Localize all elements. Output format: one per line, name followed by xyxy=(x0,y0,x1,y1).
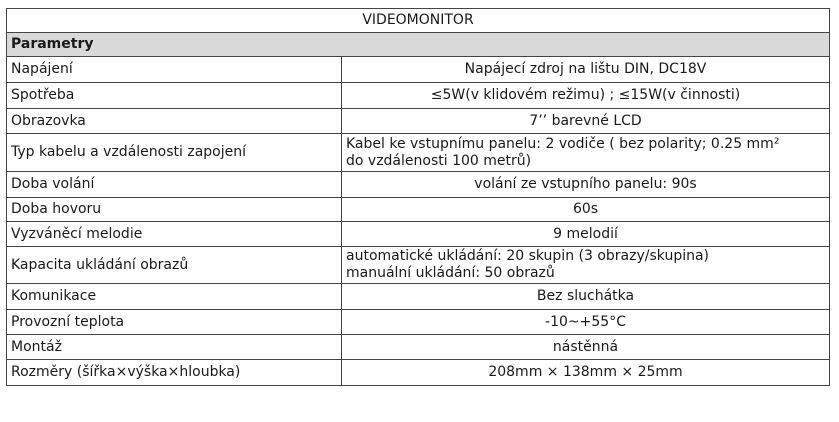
row-label: Provozní teplota xyxy=(7,310,342,335)
row-value: Napájecí zdroj na lištu DIN, DC18V xyxy=(342,57,830,83)
table-row xyxy=(7,109,830,134)
section-header: Parametry xyxy=(7,33,830,57)
row-value xyxy=(342,134,830,172)
row-label: Napájení xyxy=(7,57,342,83)
row-label: Montáž xyxy=(7,335,342,360)
row-label: Kapacita ukládání obrazů xyxy=(7,247,342,284)
row-value: 208mm × 138mm × 25mm xyxy=(342,360,830,386)
row-value-line: Kabel ke vstupnímu panelu: 2 vodiče ( bez polarity; 0.25 mm² xyxy=(346,135,780,152)
table-row xyxy=(7,57,830,83)
table-row xyxy=(7,172,830,198)
row-value xyxy=(342,247,830,284)
row-value: nástěnná xyxy=(342,335,830,360)
row-label: Typ kabelu a vzdálenosti zapojení xyxy=(7,134,342,172)
row-value: volání ze vstupního panelu: 90s xyxy=(342,172,830,198)
row-value-line: do vzdálenosti 100 metrů) xyxy=(346,152,532,169)
row-value: -10~+55°C xyxy=(342,310,830,335)
row-label: Vyzváněcí melodie xyxy=(7,222,342,247)
table-row xyxy=(7,134,830,172)
table-row xyxy=(7,335,830,360)
row-value-line: automatické ukládání: 20 skupin (3 obrazy/skupina) xyxy=(346,248,710,264)
row-label: Komunikace xyxy=(7,284,342,310)
table-title: VIDEOMONITOR xyxy=(7,9,830,33)
row-value: 60s xyxy=(342,198,830,222)
table-row xyxy=(7,284,830,310)
table-row xyxy=(7,222,830,247)
row-label: Doba volání xyxy=(7,172,342,198)
row-value: ≤5W(v klidovém režimu) ; ≤15W(v činnosti) xyxy=(342,83,830,109)
row-label: Obrazovka xyxy=(7,109,342,134)
row-value: 7’’ barevné LCD xyxy=(342,109,830,134)
table-row xyxy=(7,247,830,284)
spec-table xyxy=(6,8,830,386)
table-row xyxy=(7,360,830,386)
table-row xyxy=(7,198,830,222)
row-value: 9 melodií xyxy=(342,222,830,247)
row-label: Rozměry (šířka×výška×hloubka) xyxy=(7,360,342,386)
row-value: Bez sluchátka xyxy=(342,284,830,310)
row-label: Doba hovoru xyxy=(7,198,342,222)
table-row xyxy=(7,310,830,335)
table-row xyxy=(7,83,830,109)
row-label: Spotřeba xyxy=(7,83,342,109)
row-value-line: manuální ukládání: 50 obrazů xyxy=(346,265,555,281)
